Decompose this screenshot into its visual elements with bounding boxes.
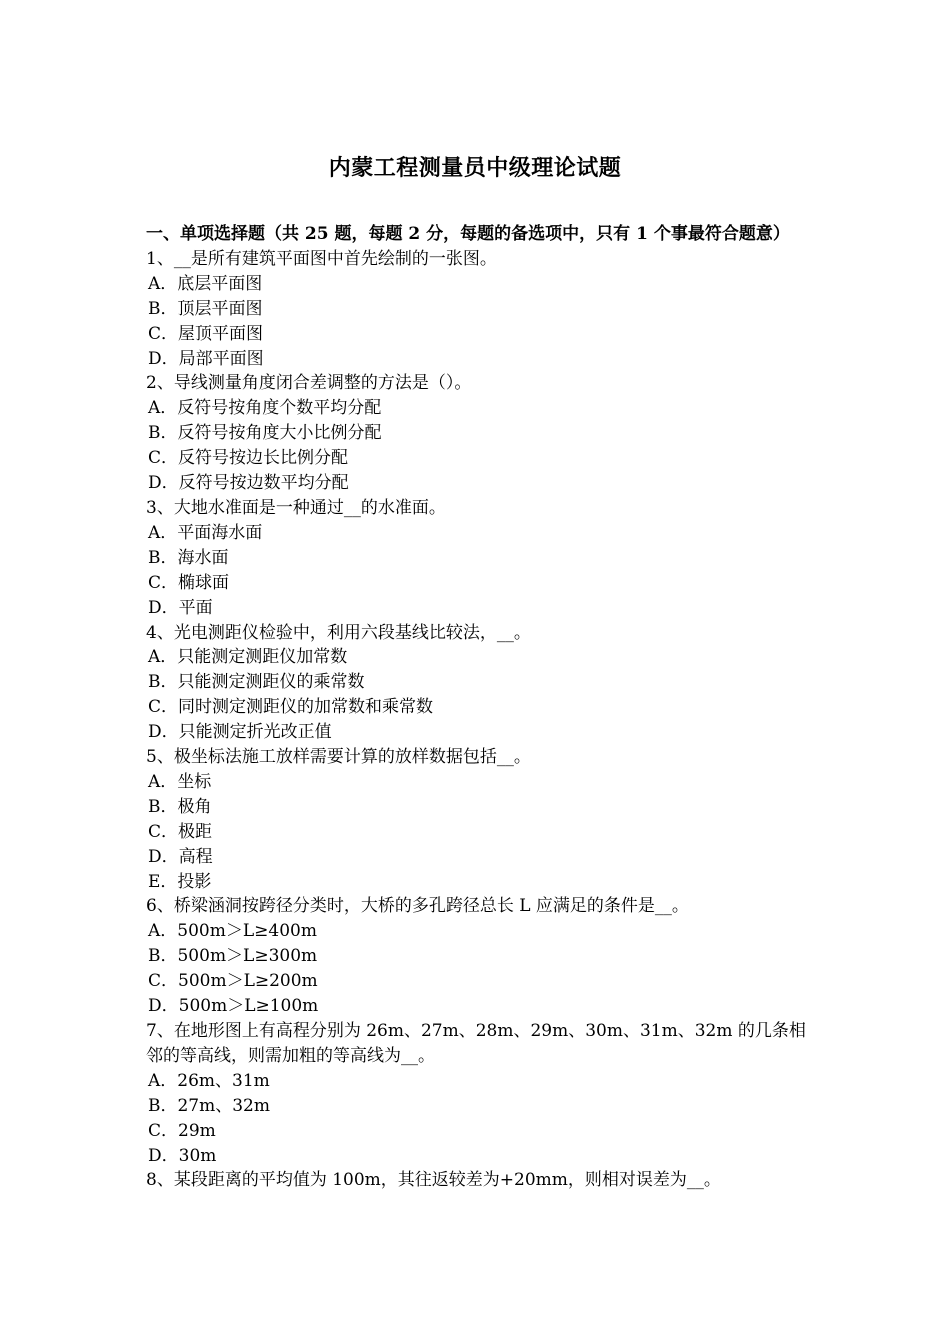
option-a: A．反符号按角度个数平均分配 <box>148 398 382 419</box>
option-b: B．反符号按角度大小比例分配 <box>148 423 382 444</box>
question-text: 4、光电测距仪检验中，利用六段基线比较法，__。 <box>146 622 531 643</box>
option-a: A．500m＞L≥400m <box>148 921 317 942</box>
option-b: B．500m＞L≥300m <box>148 946 318 967</box>
option-b: B．海水面 <box>148 547 229 568</box>
question-text: 8、某段距离的平均值为 100m，其往返较差为+20mm，则相对误差为__。 <box>146 1170 721 1191</box>
option-c: C．屋顶平面图 <box>148 323 264 344</box>
option-c: C．500m＞L≥200m <box>148 971 318 992</box>
option-d: D．30m <box>148 1145 217 1166</box>
option-d: D．反符号按边数平均分配 <box>148 473 349 494</box>
option-d: D．高程 <box>148 846 213 867</box>
question-text: 2、导线测量角度闭合差调整的方法是（）。 <box>146 373 472 394</box>
option-c: C．椭球面 <box>148 572 230 593</box>
option-a: A．底层平面图 <box>148 273 263 294</box>
option-d: D．500m＞L≥100m <box>148 996 319 1017</box>
option-a: A．坐标 <box>148 771 212 792</box>
option-a: A．平面海水面 <box>148 522 263 543</box>
option-e: E．投影 <box>148 871 212 892</box>
question-block <box>146 745 818 894</box>
question-text: 5、极坐标法施工放样需要计算的放样数据包括__。 <box>146 747 531 768</box>
document-body <box>146 222 818 1193</box>
option-c: C．同时测定测距仪的加常数和乘常数 <box>148 697 434 718</box>
option-c: C．极距 <box>148 821 213 842</box>
option-b: B．极角 <box>148 796 212 817</box>
question-block <box>146 1019 818 1168</box>
question-text: 1、__是所有建筑平面图中首先绘制的一张图。 <box>146 248 497 269</box>
question-block <box>146 496 818 621</box>
question-text: 3、大地水准面是一种通过__的水准面。 <box>146 497 446 518</box>
option-c: C．反符号按边长比例分配 <box>148 448 349 469</box>
question-block <box>146 371 818 496</box>
option-b: B．顶层平面图 <box>148 298 263 319</box>
option-a: A．26m、31m <box>148 1070 270 1091</box>
document-title: 内蒙工程测量员中级理论试题 <box>328 155 622 181</box>
option-b: B．只能测定测距仪的乘常数 <box>148 672 365 693</box>
question-block <box>146 247 818 372</box>
section-heading: 一、单项选择题（共 25 题，每题 2 分，每题的备选项中，只有 1 个事最符合题意） <box>146 224 790 244</box>
option-d: D．只能测定折光改正值 <box>148 722 332 743</box>
question-block <box>146 621 818 746</box>
option-d: D．局部平面图 <box>148 348 264 369</box>
question-block <box>146 1168 818 1193</box>
option-a: A．只能测定测距仪加常数 <box>148 647 348 668</box>
question-block <box>146 894 818 1019</box>
option-d: D．平面 <box>148 597 213 618</box>
question-text: 6、桥梁涵洞按跨径分类时，大桥的多孔跨径总长 L 应满足的条件是__。 <box>146 896 689 917</box>
option-b: B．27m、32m <box>148 1095 270 1116</box>
question-text: 7、在地形图上有高程分别为 26m、27m、28m、29m、30m、31m、32m 的几条相邻的等高线，则需加粗的等高线为__。 <box>146 1021 806 1066</box>
option-c: C．29m <box>148 1120 216 1141</box>
